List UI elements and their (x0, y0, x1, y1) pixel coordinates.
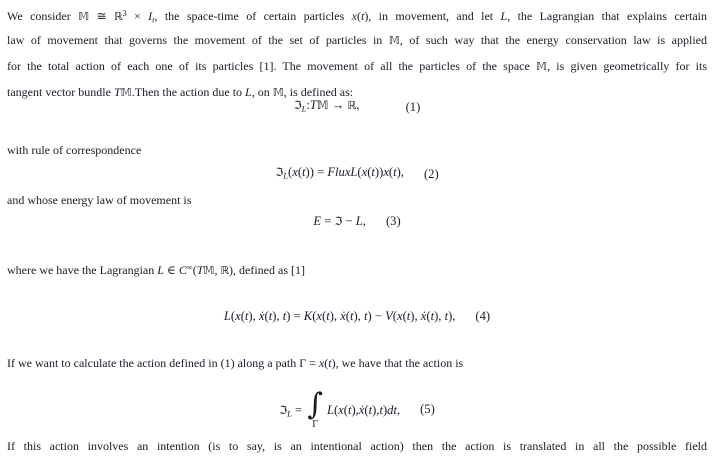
equation-number: (3) (385, 214, 401, 228)
text-token: )) = (305, 165, 328, 179)
text-token: ( (388, 165, 394, 179)
text-token: ℑ (334, 214, 343, 228)
text-token: with rule of correspondence (7, 143, 142, 157)
text-token: , the space-time of certain particles (154, 9, 352, 24)
text-token: ( (426, 309, 431, 323)
text-token: ( (264, 309, 269, 323)
text-token: 𝕄 (120, 86, 132, 99)
text-token: ) = (286, 309, 304, 323)
text-token: If we want to calculate the action defined in (1) along a path Γ = (7, 356, 319, 370)
text-token: t (371, 165, 375, 179)
text-token: tangent vector bundle (7, 85, 114, 99)
text-token: ( (343, 402, 348, 417)
equation-number: (4) (475, 309, 491, 323)
text-token: K (303, 309, 313, 323)
text-token: t (302, 165, 306, 179)
text-token: ∞ (186, 263, 193, 272)
text-token: x (383, 165, 389, 179)
text-token: x (396, 309, 403, 323)
text-token: )) (374, 165, 384, 179)
para5-line1 (7, 355, 707, 371)
text-token: L (283, 170, 289, 181)
text-token: ( (367, 165, 372, 179)
text-token: x (338, 402, 344, 417)
equation-body (279, 386, 401, 430)
text-token: ( (230, 309, 236, 323)
text-token: , (356, 98, 360, 112)
text-token: , (362, 214, 366, 228)
text-token: t (393, 165, 397, 179)
text-token: ( (356, 9, 361, 24)
text-token: x (292, 165, 298, 179)
text-token: t (349, 309, 354, 323)
equation-4 (7, 308, 707, 324)
para4-line1 (7, 260, 707, 279)
text-token: x (361, 165, 368, 179)
text-token: ẋ (420, 309, 427, 323)
text-token: ℝ (114, 10, 123, 24)
text-token: ℑ (275, 165, 284, 179)
integral-lower-limit: Γ (312, 418, 318, 430)
equation-number: (1) (405, 99, 421, 114)
text-token: x (351, 9, 357, 24)
text-token: ẋ (358, 402, 365, 417)
text-token: ℝ (220, 264, 230, 278)
para1-line1 (7, 6, 707, 28)
text-token: × (126, 9, 149, 24)
text-token: law of movement that governs the movement of the set of particles in (7, 33, 389, 47)
text-token: ), (272, 309, 283, 323)
text-token: ∈ (163, 263, 179, 278)
text-token: x (235, 309, 241, 323)
para2-line1 (7, 142, 707, 158)
text-token: ℑ (293, 98, 302, 112)
text-token: x (318, 356, 325, 370)
text-token: ), (448, 309, 456, 323)
text-token: ẋ (340, 309, 346, 323)
equation-body (275, 164, 404, 183)
text-token: ) (382, 402, 388, 417)
text-token: t (328, 356, 332, 370)
text-token: , is defined as: (283, 85, 354, 99)
text-token: ), (248, 309, 259, 323)
text-token: ( (297, 165, 303, 179)
text-token: = (291, 402, 306, 417)
text-token: ℑ (279, 402, 288, 417)
text-token: L (355, 214, 363, 228)
text-token: ( (312, 309, 317, 323)
text-token: x (316, 309, 322, 323)
equation-body (294, 97, 360, 116)
text-token: ( (324, 356, 329, 370)
text-token: t (347, 402, 352, 417)
text-token: ( (392, 309, 397, 323)
equation-number: (2) (423, 166, 439, 181)
text-token: 𝕄 (203, 264, 215, 278)
text-token: − (342, 214, 356, 228)
text-token: ), (353, 309, 364, 323)
text-token: ( (333, 402, 339, 417)
text-token: ), (372, 402, 380, 417)
text-token: ( (192, 263, 197, 278)
text-token: L (326, 402, 334, 417)
text-token: V (385, 309, 393, 323)
text-token: ), (410, 309, 421, 323)
text-token: , of such way that the energy conservation law is applied (399, 33, 707, 47)
text-token: ), in movement, and let (364, 9, 501, 24)
text-token: If this action involves an intention (is to say, is an intentional action) then the action is translated in all the possible field (7, 439, 707, 453)
equation-body (313, 213, 366, 229)
text-token: t (406, 309, 411, 323)
text-token: t (363, 309, 368, 323)
text-token: , the Lagrangian that explains certain (507, 9, 707, 24)
text-token: t (268, 309, 273, 323)
text-token: We consider (7, 9, 79, 24)
text-token: ( (240, 309, 245, 323)
text-token: where we have the Lagrangian (7, 263, 158, 278)
text-token: , (396, 402, 401, 417)
text-token: , on (251, 85, 273, 99)
text-token: L (301, 103, 307, 114)
text-token: ẋ (258, 309, 265, 323)
text-token: , (214, 263, 221, 278)
text-token: , is given geometrically for its (547, 59, 707, 73)
text-token: ( (364, 402, 369, 417)
text-token: L (287, 407, 292, 418)
text-token: ( (402, 309, 407, 323)
text-token: : (306, 98, 310, 112)
text-token: 𝕄 (316, 98, 329, 112)
text-token: ), (396, 165, 404, 179)
text-token: I (148, 9, 153, 24)
text-token: ) − (367, 309, 386, 323)
text-token: ), we have that the action is (331, 356, 464, 370)
text-token: ( (288, 165, 293, 179)
text-token: ≅ (89, 9, 114, 24)
text-token: 𝕄 (536, 60, 548, 73)
text-token: T (196, 263, 204, 278)
integral-glyph: ∫ (307, 386, 323, 422)
text-token: t (152, 15, 155, 25)
text-token: t (368, 402, 373, 417)
text-token: → (328, 98, 348, 112)
text-token: t (244, 309, 249, 323)
equation-2 (7, 164, 707, 183)
text-token: 𝕄 (272, 86, 284, 99)
para6-line1 (7, 438, 707, 454)
text-token: ( (345, 309, 350, 323)
text-token: t (379, 402, 383, 417)
text-token: L (157, 263, 164, 278)
text-token: t (444, 309, 449, 323)
text-token: .Then the action due to (131, 85, 246, 99)
para3-line1 (7, 192, 707, 208)
text-token: 3 (122, 9, 127, 18)
equation-number: (5) (420, 402, 435, 416)
text-token: ), (351, 402, 359, 417)
text-token: ), (434, 309, 445, 323)
text-token: and whose energy law of movement is (7, 193, 192, 207)
text-token: ( (357, 165, 362, 179)
text-token: = (321, 214, 335, 228)
text-token: dt (387, 402, 397, 417)
text-token: t (360, 9, 365, 24)
equation-body (224, 308, 456, 324)
text-token: ( (321, 309, 327, 323)
para1-line2 (7, 32, 707, 49)
text-token: T (309, 98, 317, 112)
text-token: for the total action of each one of its particles [1]. The movement of all the particles of the space (7, 59, 537, 73)
text-token: ), (329, 309, 341, 323)
text-token: 𝕄 (388, 34, 400, 47)
text-token: L (223, 309, 231, 323)
text-token: T (113, 85, 121, 99)
text-token: L (245, 85, 252, 99)
text-token: E (313, 214, 322, 228)
text-token: FluxL (327, 165, 358, 179)
equation-5 (7, 385, 707, 433)
text-token: L (500, 9, 508, 24)
text-token: t (282, 309, 287, 323)
integral-symbol (307, 386, 323, 430)
text-token: 𝕄 (78, 10, 90, 24)
text-token: C (178, 263, 187, 278)
equation-1 (7, 97, 707, 116)
text-token: t (430, 309, 435, 323)
equation-3 (7, 213, 707, 229)
text-token: ℝ (347, 98, 357, 112)
text-token: t (326, 309, 330, 323)
para1-line3 (7, 58, 707, 75)
text-token: ), defined as [1] (229, 263, 305, 278)
